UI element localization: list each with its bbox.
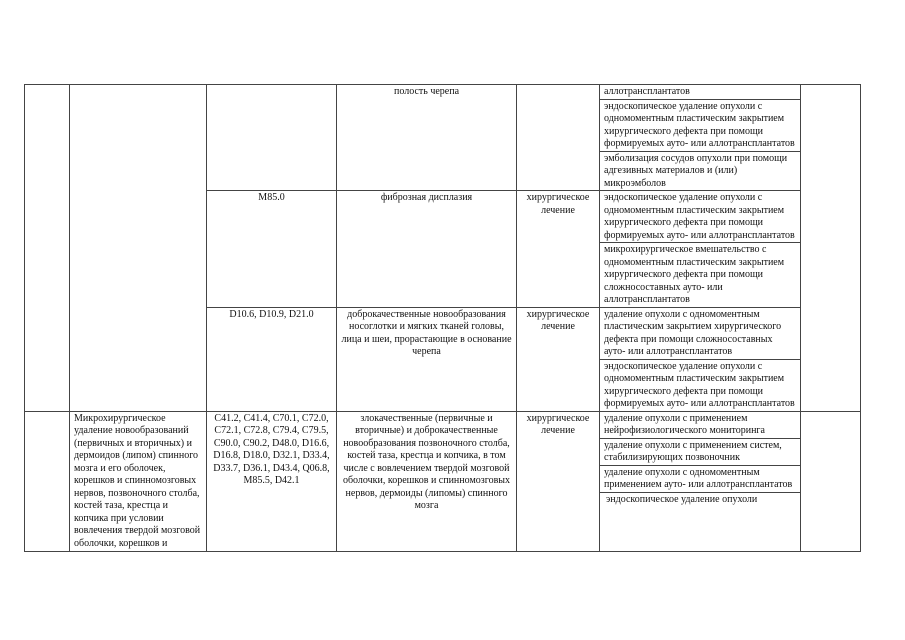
method-item: эндоскопическое удаление опухоли с одномоментным пластическим закрытием хирургического дефекта при помощи формируемых ауто- или аллотрансплантатов [600, 100, 800, 152]
method-item: эндоскопическое удаление опухоли с одномоментным пластическим закрытием хирургического дефекта при помощи формируемых ауто- или аллотрансплантатов [604, 360, 795, 409]
table-row [25, 411, 861, 552]
icd-codes-cell: C41.2, C41.4, C70.1, C72.0, C72.1, C72.8, C79.4, C79.5, C90.0, C90.2, D48.0, D16.6, D16.8, D18.0, D32.1, D33.4, D33.7, D36.1, D43.4, Q06.8, M85.5, D42.1 [207, 411, 337, 552]
treatment-cell: хирургическое лечение [517, 191, 600, 308]
document-page [24, 84, 860, 552]
disease-cell: доброкачественные новообразования носоглотки и мягких тканей головы, лица и шеи, прорастающие в основание черепа [337, 307, 517, 411]
treatment-cell [517, 85, 600, 191]
icd-codes-cell: D10.6, D10.9, D21.0 [207, 307, 337, 411]
treatment-cell: хирургическое лечение [517, 411, 600, 552]
number-cell [25, 411, 70, 552]
procedure-name-cell [70, 85, 207, 412]
icd-codes-cell [207, 85, 337, 191]
method-item: аллотрансплантатов [600, 85, 800, 100]
method-item: эмболизация сосудов опухоли при помощи адгезивных материалов и (или) микроэмболов [604, 152, 788, 189]
number-cell [25, 85, 70, 412]
method-item: удаление опухоли с одномоментным применением ауто- или аллотрансплантатов [600, 466, 800, 493]
method-item: удаление опухоли с одномоментным пластическим закрытием хирургического дефекта при помощи сложносоставных ауто- или аллотрансплантатов [600, 308, 800, 360]
methods-cell [600, 411, 801, 552]
method-item: эндоскопическое удаление опухоли с одномоментным пластическим закрытием хирургического дефекта при помощи формируемых ауто- или аллотрансплантатов [600, 191, 800, 243]
notes-cell [801, 411, 861, 552]
method-item: микрохирургическое вмешательство с одномоментным пластическим закрытием хирургического дефекта при помощи сложносоставных ауто- или аллотрансплантатов [604, 244, 785, 305]
methods-cell [600, 85, 801, 191]
procedures-table [24, 84, 861, 552]
notes-cell [801, 85, 861, 412]
methods-cell [600, 191, 801, 308]
treatment-cell: хирургическое лечение [517, 307, 600, 411]
procedure-name-cell: Микрохирургическое удаление новообразований (первичных и вторичных) и дермоидов (липом) спинного мозга и его оболочек, корешков и спинномозговых нервов, позвоночного столба, костей таза, крестца и копчика при условии вовлечения твердой мозговой оболочки, корешков и [70, 411, 207, 552]
disease-cell: злокачественные (первичные и вторичные) и доброкачественные новообразования позвоночного столба, костей таза, крестца и копчика, в том числе с вовлечением твердой мозговой оболочки, корешков и спинномозговых нервов, дермоиды (липомы) спинного мозга [337, 411, 517, 552]
method-item: эндоскопическое удаление опухоли [606, 493, 758, 505]
disease-cell: полость черепа [337, 85, 517, 191]
icd-codes-cell: M85.0 [207, 191, 337, 308]
disease-cell: фиброзная дисплазия [337, 191, 517, 308]
table-row [25, 85, 861, 191]
method-item: удаление опухоли с применением нейрофизиологического мониторинга [600, 412, 800, 439]
methods-cell [600, 307, 801, 411]
method-item: удаление опухоли с применением систем, стабилизирующих позвоночник [600, 439, 800, 466]
